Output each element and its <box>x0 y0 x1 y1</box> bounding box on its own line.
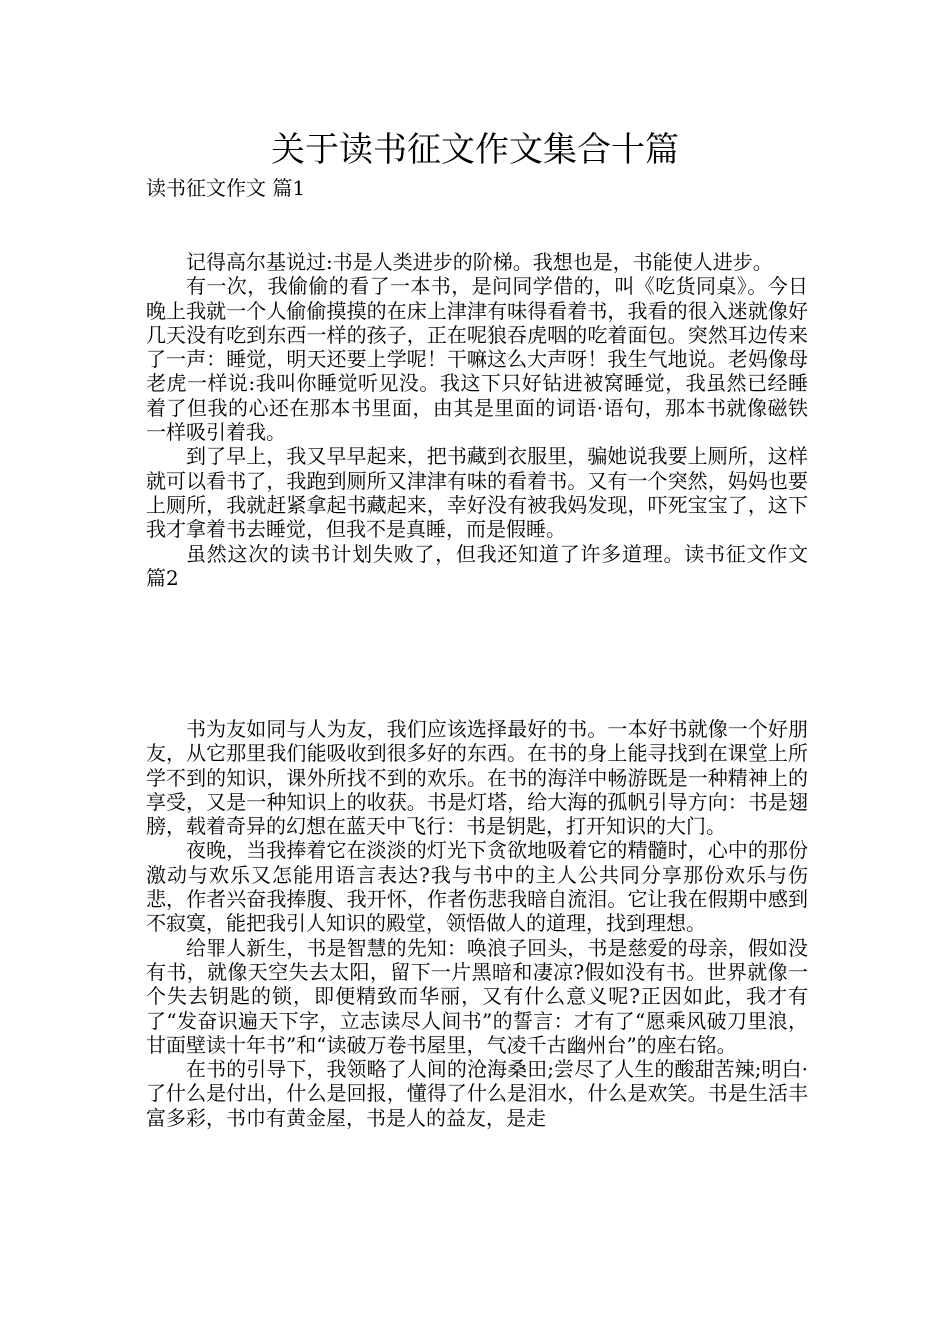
paragraph: 在书的引导下，我领略了人间的沧海桑田;尝尽了人生的酸甜苦辣;明白·了什么是付出，什么是回报，懂得了什么是泪水，什么是欢笑。书是生活丰富多彩，书巾有黄金屋，书是人的益友，是走 <box>146 1057 808 1130</box>
section-heading-1: 读书征文作文 篇1 <box>146 176 306 200</box>
section-1-body <box>146 250 808 590</box>
paragraph: 有一次，我偷偷的看了一本书，是问同学借的，叫《吃货同桌》。今日晚上我就一个人偷偷摸摸的在床上津津有味得看着书，我看的很入迷就像好几天没有吃到东西一样的孩子，正在呢狼吞虎咽的吃着面包。突然耳边传来了一声：睡觉，明天还要上学呢！干嘛这么大声呀！我生气地说。老妈像母老虎一样说:我叫你睡觉听见没。我这下只好钻进被窝睡觉，我虽然已经睡着了但我的心还在那本书里面，由其是里面的词语·语句，那本书就像磁铁一样吸引着我。 <box>146 274 808 445</box>
section-2-body <box>146 717 808 1130</box>
paragraph: 夜晚，当我捧着它在淡淡的灯光下贪欲地吸着它的精髓时，心中的那份激动与欢乐又怎能用语言表达?我与书中的主人公共同分享那份欢乐与伤悲，作者兴奋我捧腹、我开怀，作者伤悲我暗自流泪。它让我在假期中感到不寂寞，能把我引人知识的殿堂，领悟做人的道理，找到理想。 <box>146 838 808 936</box>
document-title: 关于读书征文作文集合十篇 <box>271 130 679 170</box>
paragraph: 记得高尔基说过:书是人类进步的阶梯。我想也是，书能使人进步。 <box>186 250 773 274</box>
paragraph: 书为友如同与人为友，我们应该选择最好的书。一本好书就像一个好朋友，从它那里我们能吸收到很多好的东西。在书的身上能寻找到在课堂上所学不到的知识，课外所找不到的欢乐。在书的海洋中畅游既是一种精神上的享受，又是一种知识上的收获。书是灯塔，给大海的孤帆引导方向：书是翅膀，载着奇异的幻想在蓝天中飞行：书是钥匙，打开知识的大门。 <box>146 717 808 839</box>
paragraph: 到了早上，我又早早起来，把书藏到衣服里，骗她说我要上厕所，这样就可以看书了，我跑到厕所又津津有味的看着书。又有一个突然，妈妈也要上厕所，我就赶紧拿起书藏起来，幸好没有被我妈发现，吓死宝宝了，这下我才拿着书去睡觉，但我不是真睡，而是假睡。 <box>146 444 808 542</box>
paragraph: 给罪人新生，书是智慧的先知：唤浪子回头，书是慈爱的母亲，假如没有书，就像天空失去太阳，留下一片黑暗和凄凉?假如没有书。世界就像一个失去钥匙的锁，即便精致而华丽，又有什么意义呢?正因如此，我才有了“发奋识遍天下字，立志读尽人间书”的誓言：才有了“愿乘风破刀里浪，甘面壁读十年书”和“读破万卷书屋里，气凌千古幽州台”的座右铭。 <box>146 935 808 1057</box>
paragraph: 虽然这次的读书计划失败了，但我还知道了许多道理。读书征文作文 篇2 <box>146 541 808 590</box>
